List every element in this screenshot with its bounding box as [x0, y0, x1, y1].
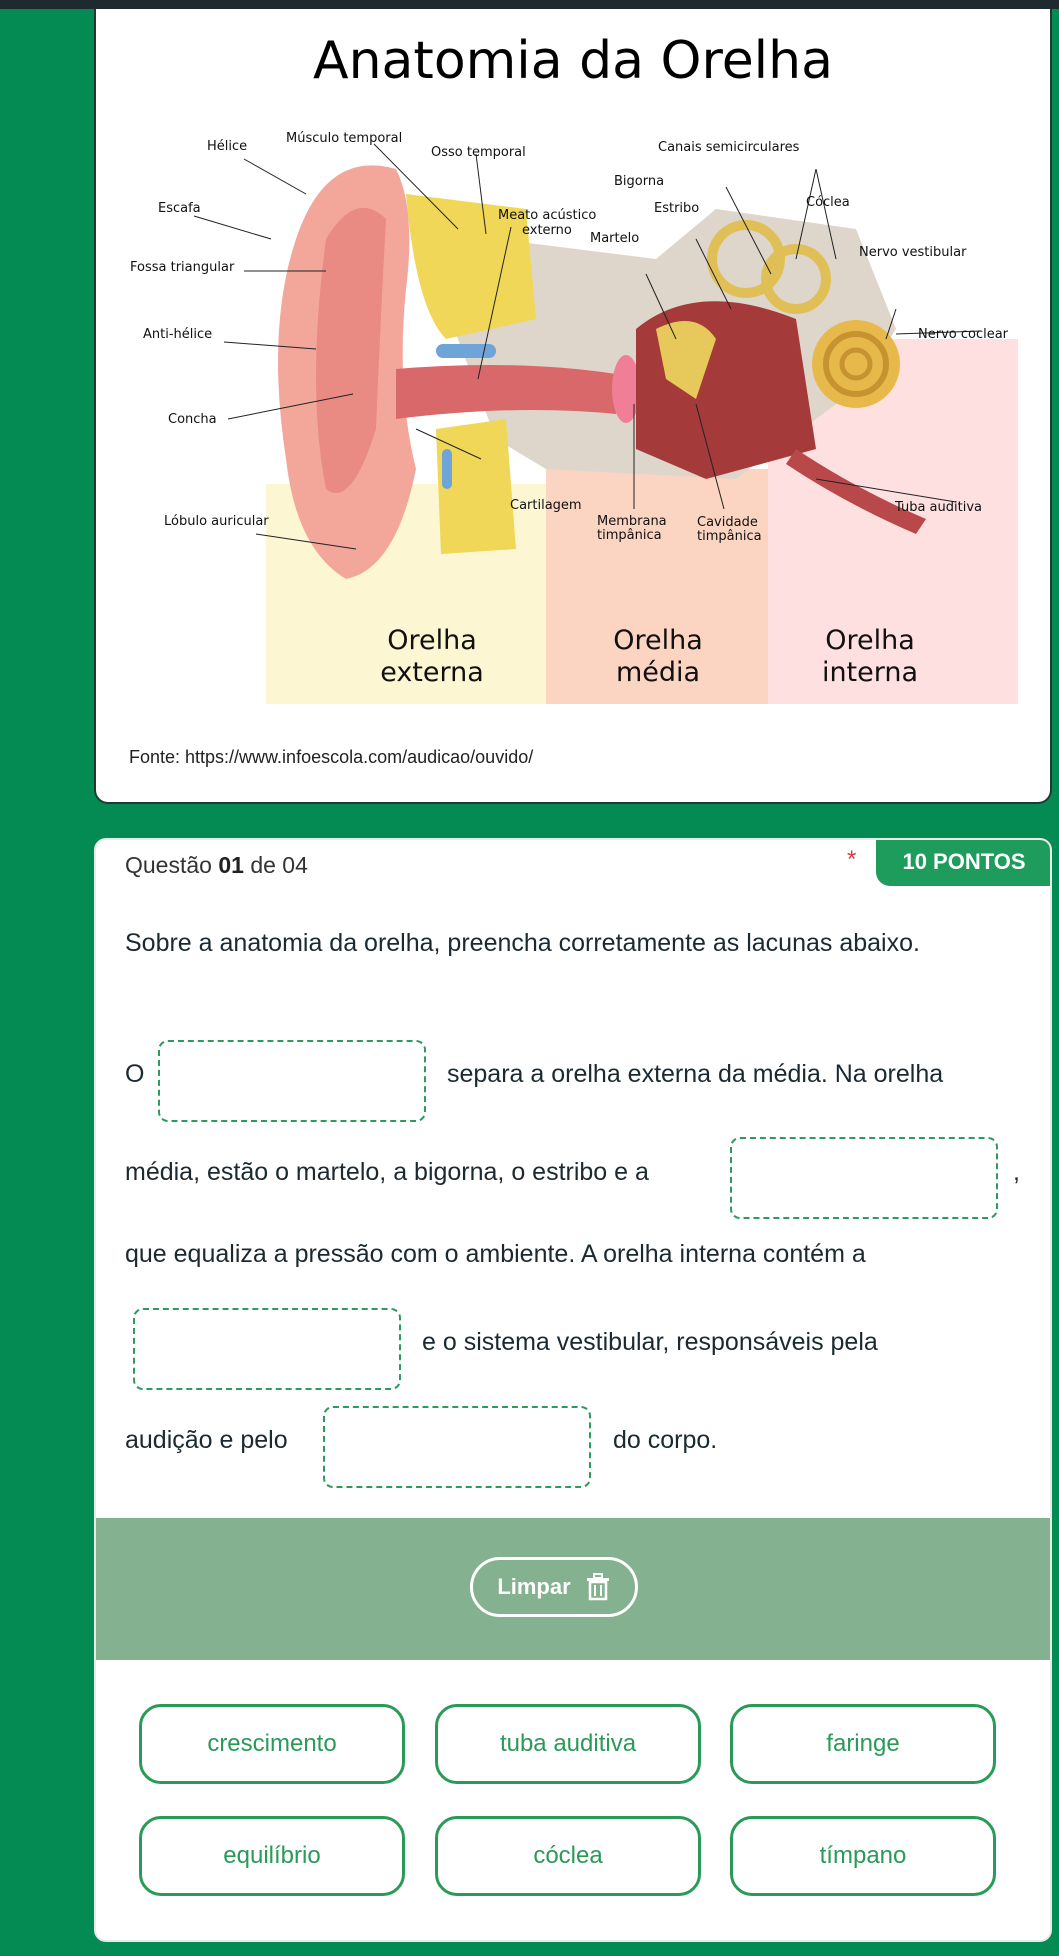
- eardrum: [612, 355, 640, 423]
- label-meato-2: externo: [522, 223, 572, 238]
- label-coclea: Cóclea: [806, 195, 850, 210]
- label-cavidade-1: Cavidade: [697, 515, 758, 530]
- clear-button-label: Limpar: [497, 1574, 571, 1599]
- answer-toolbar: [96, 1518, 1050, 1660]
- option-chip[interactable]: faringe: [730, 1704, 996, 1784]
- label-helice: Hélice: [207, 139, 248, 154]
- question-card: [94, 838, 1052, 1942]
- label-membrana-2: timpânica: [597, 528, 662, 543]
- label-canais: Canais semicirculares: [658, 140, 800, 155]
- label-fossa: Fossa triangular: [130, 260, 235, 275]
- label-estribo: Estribo: [654, 201, 700, 216]
- region-outer-1: Orelha: [387, 625, 477, 656]
- option-chip[interactable]: crescimento: [139, 1704, 405, 1784]
- ear-diagram: [96, 9, 1052, 729]
- question-number: 01: [218, 852, 244, 878]
- label-cartilagem: Cartilagem: [510, 498, 582, 513]
- text-segment-2: separa a orelha externa da média. Na orelha: [447, 1060, 944, 1088]
- blank-3[interactable]: [133, 1308, 401, 1390]
- trash-icon: [585, 1573, 611, 1601]
- blank-2[interactable]: [730, 1137, 998, 1219]
- label-membrana-1: Membrana: [597, 514, 667, 529]
- label-concha: Concha: [168, 412, 217, 427]
- region-outer-2: externa: [380, 657, 484, 688]
- text-segment-6: e o sistema vestibular, responsáveis pela: [422, 1328, 878, 1356]
- option-chip[interactable]: equilíbrio: [139, 1816, 405, 1896]
- option-chip[interactable]: tuba auditiva: [435, 1704, 701, 1784]
- region-middle-1: Orelha: [613, 625, 703, 656]
- text-segment-5: que equaliza a pressão com o ambiente. A orelha interna contém a: [125, 1240, 866, 1268]
- label-anti-helice: Anti-hélice: [143, 327, 213, 342]
- label-tuba: Tuba auditiva: [895, 500, 982, 515]
- clear-button[interactable]: [470, 1557, 638, 1617]
- label-osso-temporal: Osso temporal: [431, 145, 526, 160]
- diagram-card: [94, 9, 1052, 804]
- label-escafa: Escafa: [158, 201, 201, 216]
- label-lobulo: Lóbulo auricular: [164, 514, 269, 529]
- points-badge: 10 PONTOS: [876, 838, 1052, 886]
- region-inner-2: interna: [821, 657, 919, 688]
- text-segment-7: audição e pelo: [125, 1426, 288, 1454]
- option-chip[interactable]: tímpano: [730, 1816, 996, 1896]
- region-middle-2: média: [615, 657, 701, 688]
- label-martelo: Martelo: [590, 231, 640, 246]
- text-segment-8: do corpo.: [613, 1426, 718, 1454]
- option-chip[interactable]: cóclea: [435, 1816, 701, 1896]
- question-prompt: Sobre a anatomia da orelha, preencha corretamente as lacunas abaixo.: [125, 929, 920, 957]
- top-bar: [0, 0, 1059, 9]
- label-nervo-vestibular: Nervo vestibular: [859, 245, 967, 260]
- diagram-title: Anatomia da Orelha: [313, 31, 833, 91]
- text-segment-1: O: [125, 1060, 145, 1088]
- question-counter: Questão 01 de 04: [125, 852, 308, 878]
- label-cavidade-2: timpânica: [697, 529, 762, 544]
- blank-1[interactable]: [158, 1040, 426, 1122]
- blank-4[interactable]: [323, 1406, 591, 1488]
- label-meato-1: Meato acústico: [498, 208, 597, 223]
- source-caption: Fonte: https://www.infoescola.com/audicao/ouvido/: [129, 747, 534, 767]
- label-bigorna: Bigorna: [614, 174, 665, 189]
- label-nervo-coclear: Nervo coclear: [918, 327, 1009, 342]
- text-segment-4: ,: [1013, 1158, 1020, 1186]
- label-musculo-temporal: Músculo temporal: [286, 131, 403, 146]
- region-inner-1: Orelha: [825, 625, 915, 656]
- required-asterisk: *: [847, 846, 857, 873]
- text-segment-3: média, estão o martelo, a bigorna, o estribo e a: [125, 1158, 649, 1186]
